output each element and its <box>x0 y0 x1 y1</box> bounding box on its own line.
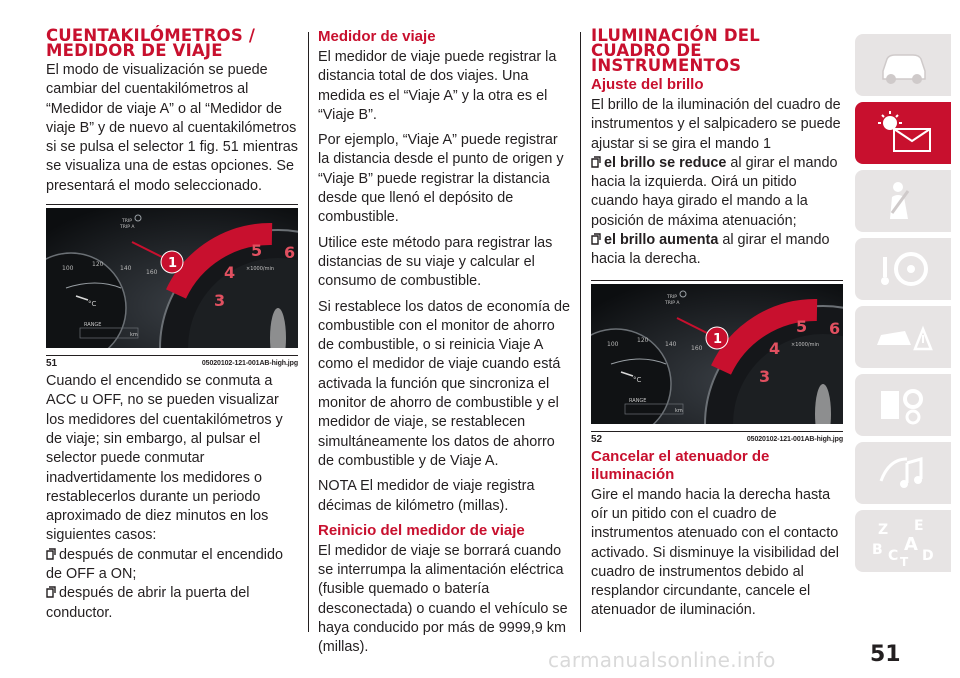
speed-160: 160 <box>146 269 158 277</box>
rpm-5: 5 <box>251 241 263 261</box>
figure-divider <box>591 431 843 432</box>
media-icon <box>873 451 933 495</box>
km-label: km <box>130 332 138 339</box>
cluster-illustration <box>591 284 843 424</box>
tab-multimedia[interactable] <box>855 442 951 504</box>
rpm-3: 3 <box>759 366 771 386</box>
paragraph: El medidor de viaje puede registrar la distancia total de dos viajes. Una medida es el “Viaje A” y la otra es el “Viaje B”. <box>318 49 557 123</box>
tab-warning-lights[interactable] <box>855 102 951 164</box>
figure-number: 51 <box>46 358 58 370</box>
column-2 <box>318 28 570 664</box>
figure-filename: 05020102-121-001AB-high.jpg <box>746 435 843 443</box>
heading-trip-reset: Reinicio del medidor de viaje <box>318 521 525 539</box>
rpm-6: 6 <box>284 243 296 263</box>
cluster-illustration <box>46 208 298 348</box>
rpm-unit: ×1000/min <box>246 266 275 273</box>
rpm-unit: ×1000/min <box>791 341 820 348</box>
rpm-4: 4 <box>224 263 236 283</box>
svg-text:D: D <box>922 548 934 564</box>
watermark: carmanualsonline.info <box>548 648 776 672</box>
svg-text:T: T <box>900 555 909 566</box>
checkbox-bullet-icon <box>46 586 56 598</box>
column-divider <box>308 32 309 632</box>
figure-51 <box>46 204 298 372</box>
figure-number: 52 <box>591 433 603 445</box>
svg-text:E: E <box>914 518 924 534</box>
figure-divider <box>46 355 298 356</box>
chapter-sidebar <box>855 34 951 578</box>
paragraph: Si restablece los datos de economía de combustible con el monitor de ahorro de combustible, o si reinicia Viaje A como el medidor de viaje cuando está activada la función que sincroniza el monitor de ahorro de combustible y el medidor de viaje, se restablecen simultáneamente los datos de ahorro de combustible y de Viaje A. <box>318 298 570 469</box>
tab-car[interactable] <box>855 34 951 96</box>
speed-100: 100 <box>607 340 619 348</box>
figure-filename: 05020102-121-001AB-high.jpg <box>201 360 298 368</box>
seat-belt-icon <box>878 179 928 223</box>
index-icon <box>868 516 938 566</box>
list-item: después de abrir la puerta del conductor. <box>46 585 250 621</box>
section-title-odometer: CUENTAKILÓMETROS / MEDIDOR DE VIAJE <box>46 26 256 60</box>
tab-safety[interactable] <box>855 170 951 232</box>
speed-160: 160 <box>691 344 703 352</box>
trip-label: TRIP <box>122 219 132 225</box>
note: NOTA El medidor de viaje registra décimas de kilómetro (millas). <box>318 478 535 514</box>
svg-text:C: C <box>888 548 899 564</box>
list-item: el brillo aumenta al girar el mando hacia la derecha. <box>591 232 830 268</box>
temp-unit: °C <box>88 300 97 309</box>
rpm-4: 4 <box>769 338 781 358</box>
paragraph: El medidor de viaje se borrará cuando se interrumpa la alimentación eléctrica (fusible quemado o batería desconectada) o cuando el vehículo se haya conducido por más de 9999,9 km (millas). <box>318 542 568 656</box>
callout-1: 1 <box>168 256 178 272</box>
settings-icon <box>873 383 933 427</box>
figure-52 <box>591 280 843 448</box>
tab-emergency[interactable] <box>855 306 951 368</box>
warning-lights-icon <box>868 109 938 157</box>
speed-100: 100 <box>62 265 74 273</box>
paragraph: Gire el mando hacia la derecha hasta oír un pitido con el cuadro de instrumentos atenuado con el contacto activado. Si disminuye la visibilidad del cuadro de instrumentos debido al resplandor circundante, cancele el atenuador de iluminación. <box>591 486 839 619</box>
speed-140: 140 <box>665 340 677 348</box>
breakdown-icon <box>871 315 935 359</box>
trip-sub-label: TRIP A <box>665 300 680 306</box>
paragraph: Cuando el encendido se conmuta a ACC u OFF, no se pueden visualizar los medidores del cuentakilómetros y de viaje; sin embargo, al pulsar el selector puede conmutar inadvertidamente los medidores o restablecerlos durante un periodo aproximado de diez minutos en los siguientes casos: <box>46 373 283 544</box>
car-icon <box>873 43 933 87</box>
svg-text:Z: Z <box>878 522 889 538</box>
rpm-3: 3 <box>214 291 226 311</box>
km-label: km <box>675 407 683 414</box>
paragraph: El brillo de la iluminación del cuadro de instrumentos y el salpicadero se puede ajustar si se gira el mando 1 <box>591 97 841 152</box>
svg-text:B: B <box>872 542 883 558</box>
heading-cancel-dimmer: Cancelar el atenuador de iluminación <box>591 447 770 483</box>
cluster-image <box>46 208 298 348</box>
heading-trip-meter: Medidor de viaje <box>318 28 436 45</box>
section-title-illumination: ILUMINACIÓN DEL CUADRO DE INSTRUMENTOS <box>591 26 760 75</box>
cluster-image <box>591 284 843 424</box>
speed-120: 120 <box>637 336 649 344</box>
column-divider <box>580 32 581 632</box>
range-label: RANGE <box>84 322 102 329</box>
speed-120: 120 <box>92 261 104 269</box>
list-item: el brillo se reduce al girar el mando hacia la izquierda. Oirá un pitido cuando haya girado el mando a la posición de máxima atenuación; <box>591 154 838 229</box>
paragraph: Utilice este método para registrar las distancias de su viaje y calcular el consumo de combustible. <box>318 234 553 290</box>
range-label: RANGE <box>629 397 647 404</box>
rpm-5: 5 <box>796 316 808 336</box>
trip-label: TRIP <box>667 294 677 300</box>
heading-brightness: Ajuste del brillo <box>591 76 704 93</box>
trip-sub-label: TRIP A <box>120 225 135 231</box>
column-1 <box>46 28 298 623</box>
svg-text:A: A <box>904 534 918 555</box>
steering-wheel-icon <box>873 247 933 291</box>
column-3 <box>591 28 843 627</box>
paragraph: Por ejemplo, “Viaje A” puede registrar la distancia desde el punto de origen y “Viaje B” puede registrar la distancia desde que llenó el depósito de combustible. <box>318 132 564 226</box>
tab-index[interactable] <box>855 510 951 572</box>
callout-1: 1 <box>713 331 723 347</box>
list-item: después de conmutar el encendido de OFF a ON; <box>46 546 284 583</box>
speed-140: 140 <box>120 265 132 273</box>
checkbox-bullet-icon <box>591 156 601 168</box>
checkbox-bullet-icon <box>591 233 601 245</box>
tab-maintenance[interactable] <box>855 374 951 436</box>
temp-unit: °C <box>633 375 642 384</box>
rpm-6: 6 <box>829 318 841 338</box>
checkbox-bullet-icon <box>46 548 56 560</box>
paragraph: El modo de visualización se puede cambiar del cuentakilómetros al “Medidor de viaje A” o al “Medidor de viaje B” y de nuevo al cuentakilómetros si se pulsa el selector 1 fig. 51 mientras se visualiza una de estas opciones. Se presentará el modo seleccionado. <box>46 62 298 194</box>
page-number: 51 <box>870 642 901 667</box>
tab-driving[interactable] <box>855 238 951 300</box>
